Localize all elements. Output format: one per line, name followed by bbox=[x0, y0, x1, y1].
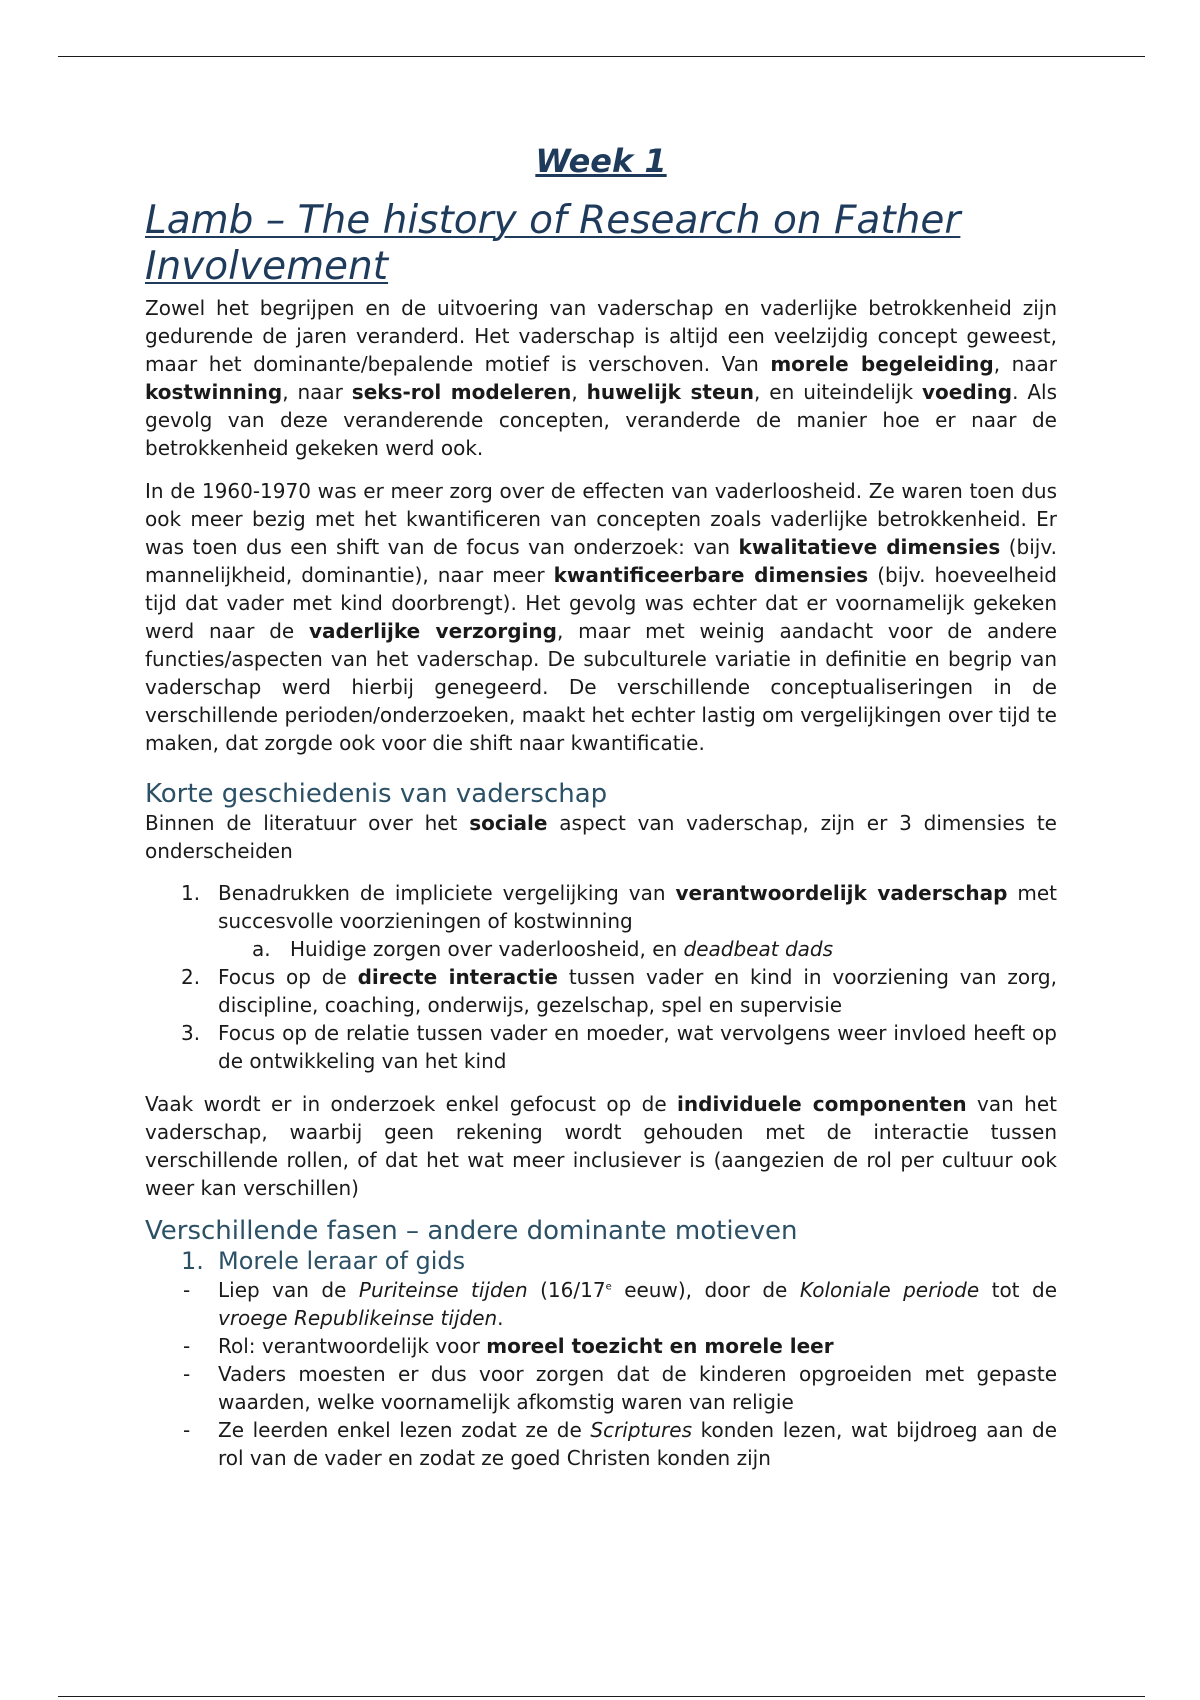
header-rule bbox=[58, 56, 1145, 57]
components-paragraph: Vaak wordt er in onderzoek enkel gefocust op de individuele componenten van het vaderschap, waarbij geen rekening wordt gehouden met de interactie tussen verschillende rollen, of dat het wat meer inclusiever is (aangezien de rol per cultuur ook weer kan verschillen) bbox=[145, 1092, 1057, 1200]
intro-paragraph: Zowel het begrijpen en de uitvoering van vaderschap en vaderlijke betrokkenheid zijn gedurende de jaren veranderd. Het vaderschap is altijd een veelzijdig concept geweest, maar het dominante/bepalende motief is verschoven. Van morele begeleiding, naar kostwinning, naar seks-rol modeleren, huwelijk steun, en uiteindelijk voeding. Als gevolg van deze veranderende concepten, veranderde de manier hoe er naar de betrokkenheid gekeken werd ook. bbox=[145, 296, 1058, 460]
section-heading-history: Korte geschiedenis van vaderschap bbox=[145, 779, 608, 809]
main-title: Lamb – The history of Research on Father Involvement bbox=[145, 198, 961, 289]
bullet-item: - Liep van de Puriteinse tijden (16/17e eeuw), door de Koloniale periode tot de vroege Republikeinse tijden. bbox=[183, 1278, 1058, 1330]
moral-teacher-bullets bbox=[145, 1276, 1057, 1472]
list-item: 1. Benadrukken de impliciete vergelijking van verantwoordelijk vaderschap met succesvolle voorzieningen of kostwinning bbox=[181, 881, 1057, 933]
document-body bbox=[145, 138, 1057, 1472]
paragraph-1960-1970: In de 1960-1970 was er meer zorg over de effecten van vaderloosheid. Ze waren toen dus ook meer bezig met het kwantificeren van concepten zoals vaderlijke betrokkenheid. Er was toen dus een shift van de focus van onderzoek: van kwalitatieve dimensies (bijv. mannelijkheid, dominantie), naar meer kwantificeerbare dimensies (bijv. hoeveelheid tijd dat vader met kind doorbrengt). Het gevolg was echter dat er voornamelijk gekeken werd naar de vaderlijke verzorging, maar met weinig aandacht voor de andere functies/aspecten van het vaderschap. De subculturele variatie in definitie en begrip van vaderschap werd hierbij genegeerd. De verschillende conceptualiseringen in de verschillende perioden/onderzoeken, maakt het echter lastig om vergelijkingen over tijd te maken, dat zorgde ook voor die shift naar kwantificatie. bbox=[145, 479, 1057, 755]
list-item: 3. Focus op de relatie tussen vader en moeder, wat vervolgens weer invloed heeft op de ontwikkeling van het kind bbox=[181, 1021, 1057, 1073]
footer-rule bbox=[58, 1696, 1145, 1697]
bullet-item: - Vaders moesten er dus voor zorgen dat de kinderen opgroeiden met gepaste waarden, welke voornamelijk afkomstig waren van religie bbox=[183, 1362, 1057, 1414]
subsection-heading-moral-teacher: 1. Morele leraar of gids bbox=[181, 1247, 466, 1275]
week-title: Week 1 bbox=[535, 142, 667, 180]
bullet-item: - Ze leerden enkel lezen zodat ze de Scriptures konden lezen, wat bijdroeg aan de rol van de vader en zodat ze goed Christen konden zijn bbox=[183, 1418, 1057, 1470]
dimensions-list bbox=[145, 879, 1057, 1075]
bullet-item: - Rol: verantwoordelijk voor moreel toezicht en morele leer bbox=[183, 1334, 834, 1358]
section-heading-phases: Verschillende fasen – andere dominante motieven bbox=[145, 1216, 798, 1246]
section-intro: Binnen de literatuur over het sociale aspect van vaderschap, zijn er 3 dimensies te onderscheiden bbox=[145, 811, 1057, 863]
list-subitem: a. Huidige zorgen over vaderloosheid, en deadbeat dads bbox=[252, 937, 834, 961]
list-item: 2. Focus op de directe interactie tussen vader en kind in voorziening van zorg, discipline, coaching, onderwijs, gezelschap, spel en supervisie bbox=[181, 965, 1057, 1017]
